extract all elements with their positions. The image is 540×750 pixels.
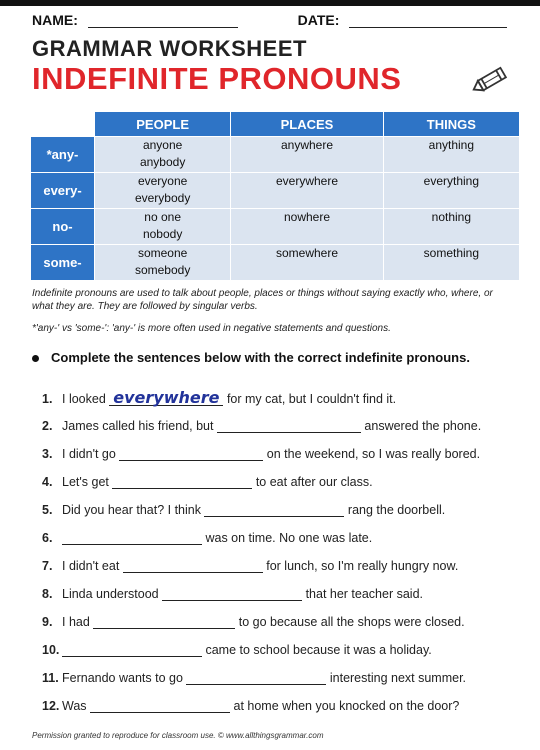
question-after: that her teacher said. <box>302 587 423 601</box>
question-before: James called his friend, but <box>62 419 217 433</box>
question-number: 10. <box>42 643 60 657</box>
date-line[interactable] <box>349 14 507 28</box>
question-6 <box>42 531 372 545</box>
pronoun: anybody <box>139 155 186 169</box>
question-after: came to school because it was a holiday. <box>202 643 432 657</box>
question-number: 6. <box>42 531 53 545</box>
cell-things: everything <box>383 173 519 209</box>
question-number: 1. <box>42 392 53 406</box>
question-number: 4. <box>42 475 53 489</box>
table-row <box>31 137 520 173</box>
cell-places: everywhere <box>231 173 383 209</box>
cell-people <box>95 209 231 245</box>
col-header-things: THINGS <box>383 112 519 137</box>
question-8 <box>42 587 423 601</box>
pronoun: no one <box>144 210 181 224</box>
worksheet-title: GRAMMAR WORKSHEET <box>32 36 307 61</box>
answer-blank[interactable] <box>162 588 302 601</box>
cell-things: nothing <box>383 209 519 245</box>
question-after: rang the doorbell. <box>344 503 446 517</box>
usage-note: Indefinite pronouns are used to talk about people, places or things without saying exactly who, where, or what they are. They are followed by singular verbs. <box>32 288 493 312</box>
question-before: Fernando wants to go <box>62 671 187 685</box>
question-after: to go because all the shops were closed. <box>235 615 465 629</box>
row-head-every: every- <box>31 173 95 209</box>
answer-blank[interactable] <box>112 476 252 489</box>
question-before: Was <box>62 699 91 713</box>
handwritten-answer[interactable]: everywhere <box>109 390 223 406</box>
pronoun: someone <box>137 246 188 260</box>
bullet-icon <box>32 355 39 362</box>
question-after: for lunch, so I'm really hungry now. <box>262 559 459 573</box>
question-before: I didn't eat <box>62 559 123 573</box>
question-after: was on time. No one was late. <box>202 531 373 545</box>
question-number: 8. <box>42 587 53 601</box>
question-9 <box>42 615 465 629</box>
question-3 <box>42 447 480 461</box>
answer-blank[interactable] <box>62 532 202 545</box>
copyright-footer: Permission granted to reproduce for classroom use. © www.allthingsgrammar.com <box>32 731 324 740</box>
question-number: 11. <box>42 671 59 685</box>
table-row <box>31 209 520 245</box>
name-line[interactable] <box>88 14 238 28</box>
question-1 <box>42 390 396 406</box>
answer-blank[interactable] <box>93 616 235 629</box>
cell-people <box>95 137 231 173</box>
any-some-note: *'any-' vs 'some-': 'any-' is more often used in negative statements and questions. <box>32 323 391 334</box>
question-number: 9. <box>42 615 53 629</box>
question-number: 2. <box>42 419 53 433</box>
question-12 <box>42 699 459 713</box>
question-before: I didn't go <box>62 447 120 461</box>
pronoun: anyone <box>142 138 183 152</box>
table-corner <box>31 112 95 137</box>
row-head-no: no- <box>31 209 95 245</box>
pronoun: somebody <box>134 263 191 277</box>
question-after: to eat after our class. <box>252 475 373 489</box>
question-after: for my cat, but I couldn't find it. <box>223 392 397 406</box>
question-before: Linda understood <box>62 587 163 601</box>
row-head-some: some- <box>31 245 95 281</box>
answer-blank[interactable] <box>186 672 326 685</box>
question-before: I looked <box>62 392 110 406</box>
col-header-places: PLACES <box>231 112 383 137</box>
date-label: DATE: <box>297 12 340 28</box>
cell-places: nowhere <box>231 209 383 245</box>
question-number: 12. <box>42 699 60 713</box>
top-border <box>0 0 540 6</box>
cell-people <box>95 245 231 281</box>
cell-things: anything <box>383 137 519 173</box>
cell-people <box>95 173 231 209</box>
question-2 <box>42 419 481 433</box>
table-row <box>31 245 520 281</box>
question-after: interesting next summer. <box>326 671 467 685</box>
question-number: 3. <box>42 447 53 461</box>
name-date-row <box>32 12 522 32</box>
col-header-people: PEOPLE <box>95 112 231 137</box>
row-head-any: *any- <box>31 137 95 173</box>
question-before: I had <box>62 615 94 629</box>
question-after: on the weekend, so I was really bored. <box>263 447 481 461</box>
pronoun: everyone <box>137 174 188 188</box>
answer-blank[interactable] <box>119 448 263 461</box>
question-11 <box>42 671 466 685</box>
pencil-icon <box>470 62 516 96</box>
question-after: answered the phone. <box>360 419 482 433</box>
question-number: 7. <box>42 559 53 573</box>
pronoun: nobody <box>142 227 183 241</box>
answer-blank[interactable] <box>217 420 361 433</box>
question-before: Let's get <box>62 475 113 489</box>
instruction-text: Complete the sentences below with the correct indefinite pronouns. <box>51 350 470 365</box>
answer-blank[interactable] <box>123 560 263 573</box>
question-number: 5. <box>42 503 53 517</box>
question-before: Did you hear that? I think <box>62 503 205 517</box>
answer-blank[interactable] <box>62 644 202 657</box>
name-label: NAME: <box>32 12 78 28</box>
question-7 <box>42 559 458 573</box>
answer-blank[interactable] <box>204 504 344 517</box>
cell-places: somewhere <box>231 245 383 281</box>
answer-blank[interactable] <box>90 700 230 713</box>
question-after: at home when you knocked on the door? <box>230 699 460 713</box>
pronoun-table <box>30 111 520 281</box>
instruction <box>32 350 470 365</box>
question-4 <box>42 475 373 489</box>
question-10 <box>42 643 432 657</box>
question-5 <box>42 503 445 517</box>
table-row <box>31 173 520 209</box>
page-title: INDEFINITE PRONOUNS <box>32 61 402 96</box>
cell-places: anywhere <box>231 137 383 173</box>
cell-things: something <box>383 245 519 281</box>
pronoun: everybody <box>134 191 191 205</box>
